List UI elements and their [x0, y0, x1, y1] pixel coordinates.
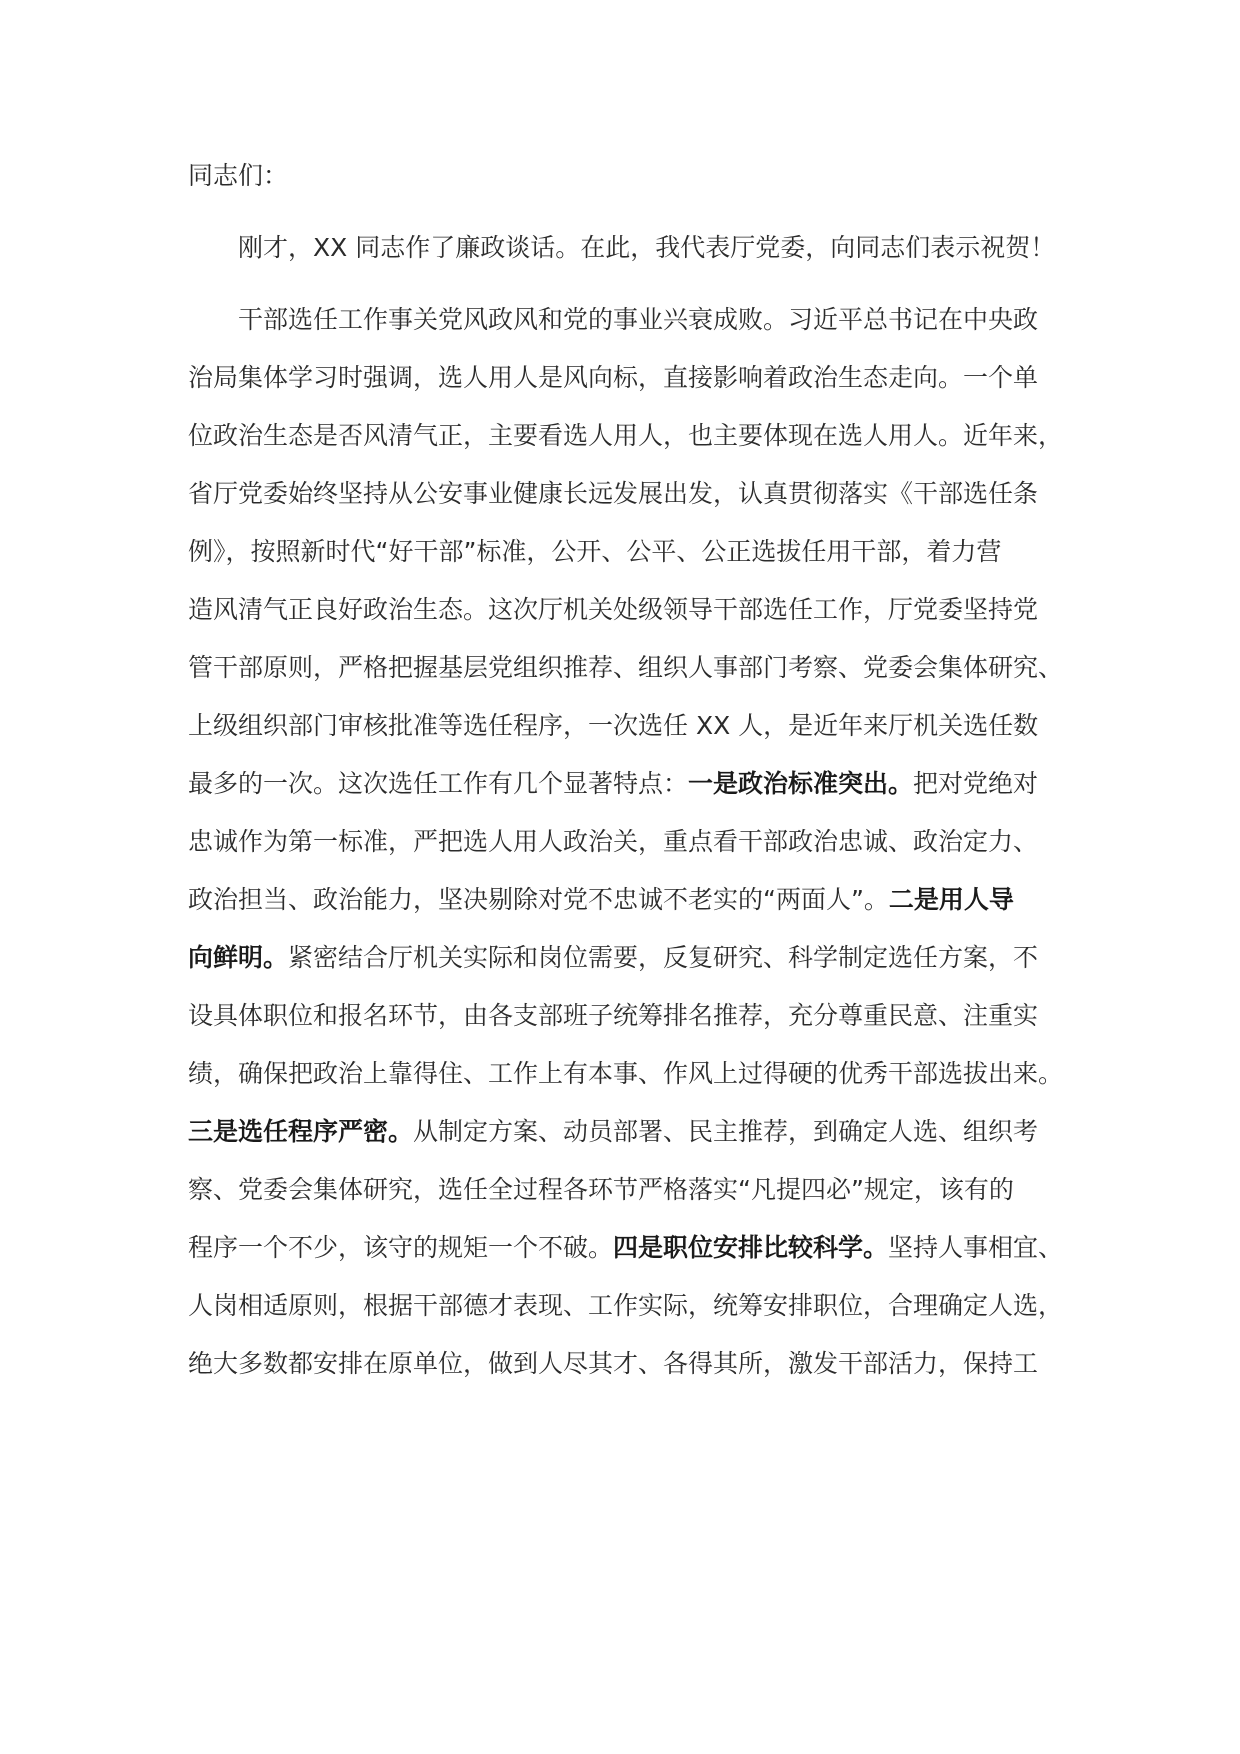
paragraph-1: 刚才，XX 同志作了廉政谈话。在此，我代表厅党委，向同志们表示祝贺！	[238, 233, 1056, 262]
paragraph-2-line-11	[188, 882, 1014, 918]
text-run: 政治担当、政治能力，坚决剔除对党不忠诚不老实的“两面人”。	[188, 885, 889, 914]
paragraph-2-line-3: 位政治生态是否风清气正，主要看选人用人，也主要体现在选人用人。近年来，	[188, 421, 1064, 450]
text-run: 把对党绝对	[913, 769, 1039, 798]
bold-heading-3: 三是选任程序严密。	[188, 1117, 414, 1146]
paragraph-2-line-12	[188, 940, 1038, 976]
text-run: 程序一个不少，该守的规矩一个不破。	[188, 1233, 614, 1262]
salutation: 同志们：	[188, 161, 289, 190]
paragraph-2-line-13: 设具体职位和报名环节，由各支部班子统筹排名推荐，充分尊重民意、注重实	[188, 1001, 1039, 1030]
text-run: 坚持人事相宜、	[888, 1233, 1064, 1262]
text-run: 最多的一次。这次选任工作有几个显著特点：	[188, 769, 689, 798]
paragraph-2-line-5: 例》，按照新时代“好干部”标准，公开、公平、公正选拔任用干部，着力营	[188, 537, 1002, 566]
bold-heading-1: 一是政治标准突出。	[688, 769, 914, 798]
text-run: 紧密结合厅机关实际和岗位需要，反复研究、科学制定选任方案，不	[288, 943, 1039, 972]
paragraph-2-line-18: 人岗相适原则，根据干部德才表现、工作实际，统筹安排职位，合理确定人选，	[188, 1291, 1064, 1320]
paragraph-2-line-1: 干部选任工作事关党风政风和党的事业兴衰成败。习近平总书记在中央政	[238, 305, 1039, 334]
bold-heading-4: 四是职位安排比较科学。	[613, 1233, 889, 1262]
paragraph-2-line-14: 绩，确保把政治上靠得住、工作上有本事、作风上过得硬的优秀干部选拔出来。	[188, 1059, 1064, 1088]
paragraph-2-line-6: 造风清气正良好政治生态。这次厅机关处级领导干部选任工作，厅党委坚持党	[188, 595, 1039, 624]
text-run: 从制定方案、动员部署、民主推荐，到确定人选、组织考	[413, 1117, 1039, 1146]
bold-heading-2: 二是用人导	[888, 885, 1014, 914]
paragraph-2-line-10: 忠诚作为第一标准，严把选人用人政治关，重点看干部政治忠诚、政治定力、	[188, 827, 1039, 856]
paragraph-2-line-9	[188, 766, 1038, 802]
bold-heading-2-end: 向鲜明。	[188, 943, 289, 972]
paragraph-2-line-7: 管干部原则，严格把握基层党组织推荐、组织人事部门考察、党委会集体研究、	[188, 653, 1064, 682]
paragraph-2-line-4: 省厅党委始终坚持从公安事业健康长远发展出发，认真贯彻落实《干部选任条	[188, 479, 1039, 508]
paragraph-2-line-17	[188, 1230, 1063, 1266]
paragraph-2-line-2: 治局集体学习时强调，选人用人是风向标，直接影响着政治生态走向。一个单	[188, 363, 1039, 392]
paragraph-2-line-8: 上级组织部门审核批准等选任程序，一次选任 XX 人，是近年来厅机关选任数	[188, 711, 1039, 740]
paragraph-2-line-19: 绝大多数都安排在原单位，做到人尽其才、各得其所，激发干部活力，保持工	[188, 1349, 1039, 1378]
paragraph-2-line-16: 察、党委会集体研究，选任全过程各环节严格落实“凡提四必”规定，该有的	[188, 1175, 1014, 1204]
paragraph-2-line-15	[188, 1114, 1038, 1150]
